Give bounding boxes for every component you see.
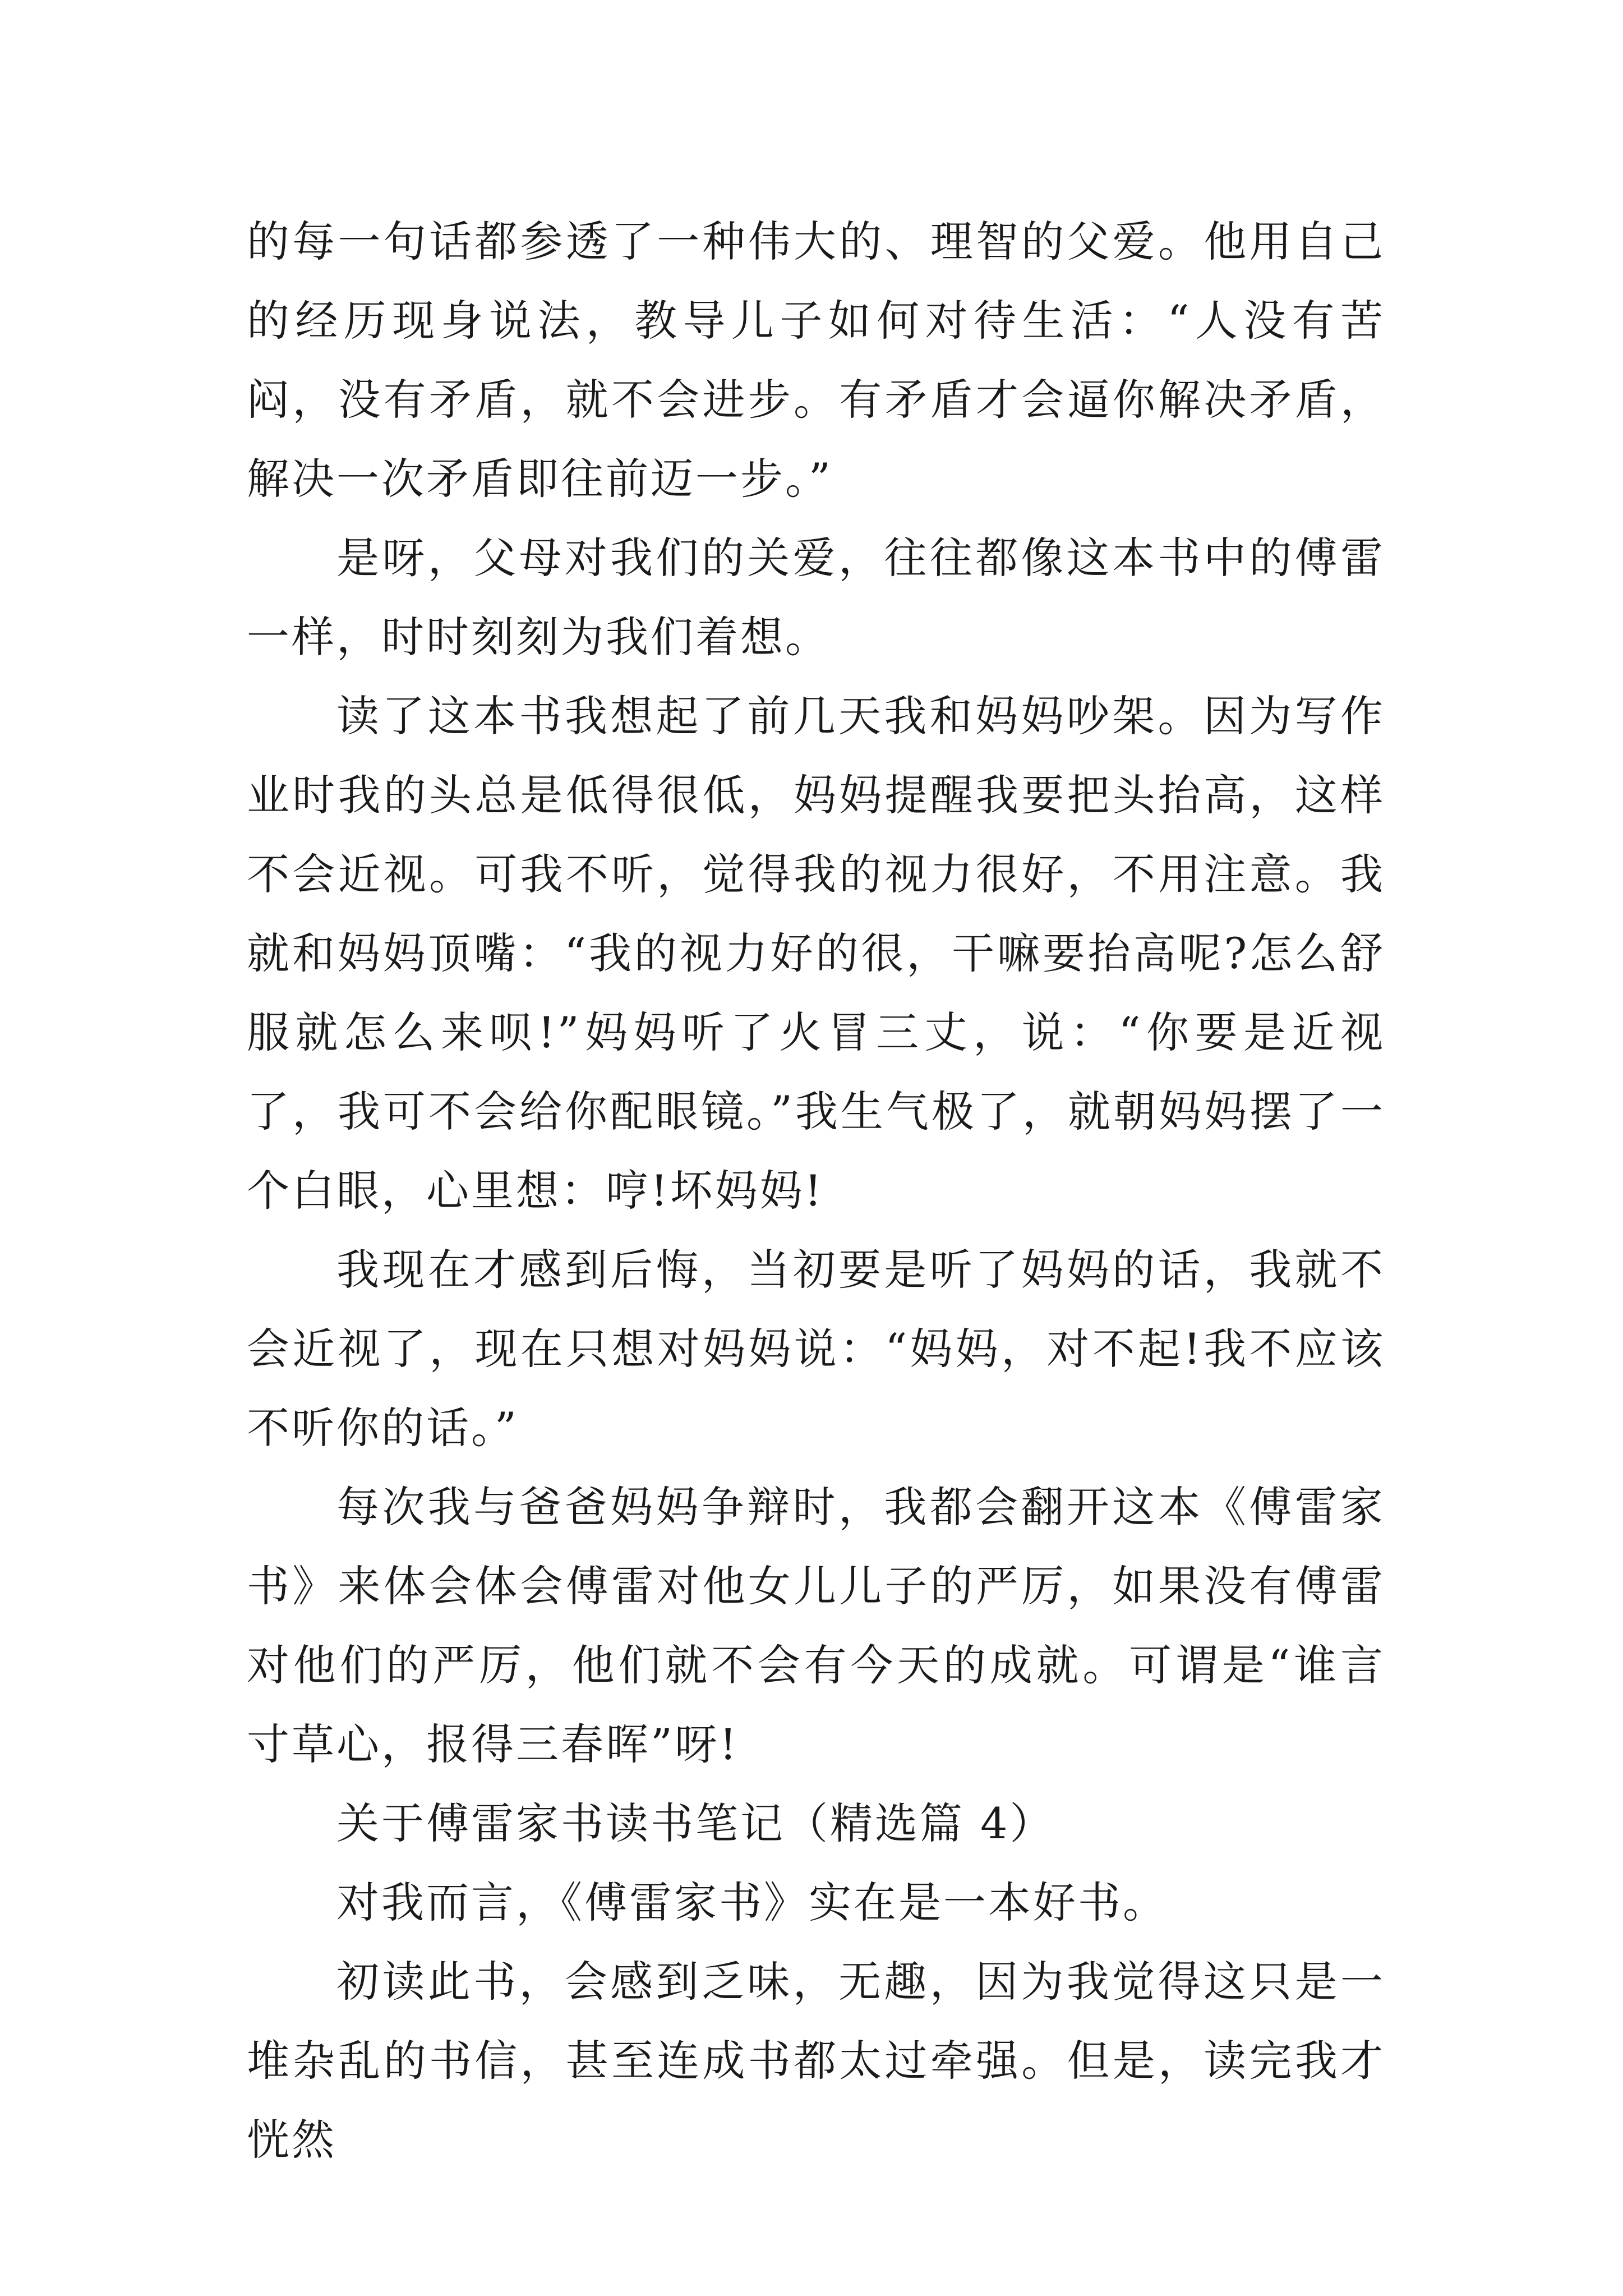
paragraph-3: 读了这本书我想起了前几天我和妈妈吵架。因为写作业时我的头总是低得很低，妈妈提醒我要把头抬高，这样不会近视。可我不听，觉得我的视力很好，不用注意。我就和妈妈顶嘴：“我的视力好的很，干嘛要抬高呢?怎么舒服就怎么来呗!”妈妈听了火冒三丈，说：“你要是近视了，我可不会给你配眼镜。”我生气极了，就朝妈妈摆了一个白眼，心里想：哼!坏妈妈!	[247, 691, 1385, 1216]
paragraph-6: 对我而言，《傅雷家书》实在是一本好书。	[336, 1878, 1168, 1927]
document-body	[247, 202, 1385, 2179]
section-heading: 关于傅雷家书读书笔记（精选篇 4）	[336, 1798, 1055, 1848]
paragraph-2: 是呀，父母对我们的关爱，往往都像这本书中的傅雷一样，时时刻刻为我们着想。	[247, 533, 1385, 662]
paragraph-1: 的每一句话都参透了一种伟大的、理智的父爱。他用自己的经历现身说法，教导儿子如何对待生活：“人没有苦闷，没有矛盾，就不会进步。有矛盾才会逼你解决矛盾，解决一次矛盾即往前迈一步。”	[247, 217, 1385, 504]
paragraph-7: 初读此书，会感到乏味，无趣，因为我觉得这只是一堆杂乱的书信，甚至连成书都太过牵强。但是，读完我才恍然	[247, 1957, 1385, 2165]
paragraph-5: 每次我与爸爸妈妈争辩时，我都会翻开这本《傅雷家书》来体会体会傅雷对他女儿儿子的严厉，如果没有傅雷对他们的严厉，他们就不会有今天的成就。可谓是“谁言寸草心，报得三春晖”呀!	[247, 1482, 1385, 1769]
paragraph-4: 我现在才感到后悔，当初要是听了妈妈的话，我就不会近视了，现在只想对妈妈说：“妈妈，对不起!我不应该不听你的话。”	[247, 1245, 1385, 1453]
